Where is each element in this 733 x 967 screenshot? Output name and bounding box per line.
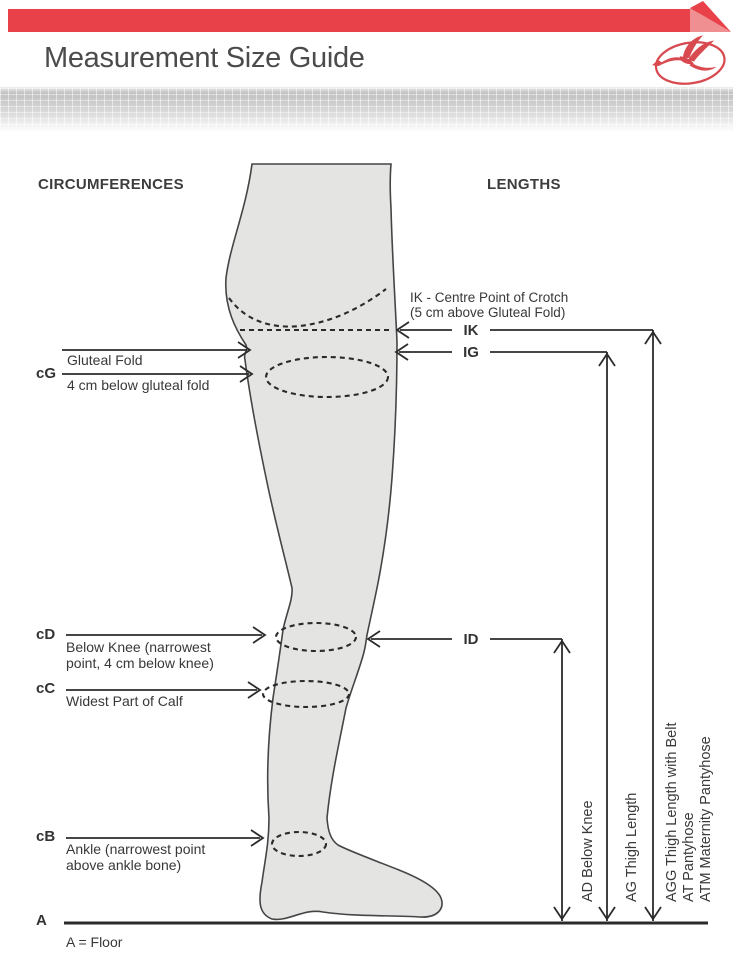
ik-note-1: IK - Centre Point of Crotch [410, 290, 569, 305]
label-floor: A = Floor [66, 934, 123, 950]
code-cb: cB [36, 828, 56, 845]
code-cd: cD [36, 626, 56, 643]
label-below-gluteal-fold: 4 cm below gluteal fold [67, 377, 210, 393]
vlabel-at-pantyhose: AT Pantyhose [681, 812, 697, 902]
page-title: Measurement Size Guide [44, 42, 365, 74]
label-below-knee-2: point, 4 cm below knee) [66, 655, 214, 671]
label-gluteal-fold: Gluteal Fold [67, 352, 143, 368]
code-ig: IG [463, 344, 479, 361]
code-cg: cG [36, 365, 57, 382]
code-a: A [36, 912, 47, 929]
leg-silhouette [226, 164, 442, 919]
circumferences-heading: CIRCUMFERENCES [38, 176, 184, 193]
code-ik: IK [463, 322, 479, 339]
ik-note-2: (5 cm above Gluteal Fold) [410, 305, 566, 320]
label-below-knee-1: Below Knee (narrowest [66, 639, 211, 655]
label-widest-calf: Widest Part of Calf [66, 693, 183, 709]
label-ankle-1: Ankle (narrowest point [66, 841, 206, 857]
vlabel-ad-below-knee: AD Below Knee [580, 800, 596, 902]
vlabel-atm-maternity: ATM Maternity Pantyhose [698, 736, 714, 902]
code-cc: cC [36, 680, 56, 697]
vlabel-agg-thigh-belt: AGG Thigh Length with Belt [664, 722, 680, 902]
code-id: ID [463, 631, 479, 648]
label-ankle-2: above ankle bone) [66, 857, 182, 873]
vlabel-ag-thigh-length: AG Thigh Length [624, 792, 640, 902]
ik-dimension [397, 322, 661, 921]
vlabel-group-agg-at-atm [664, 723, 715, 902]
lengths-heading: LENGTHS [487, 176, 561, 193]
